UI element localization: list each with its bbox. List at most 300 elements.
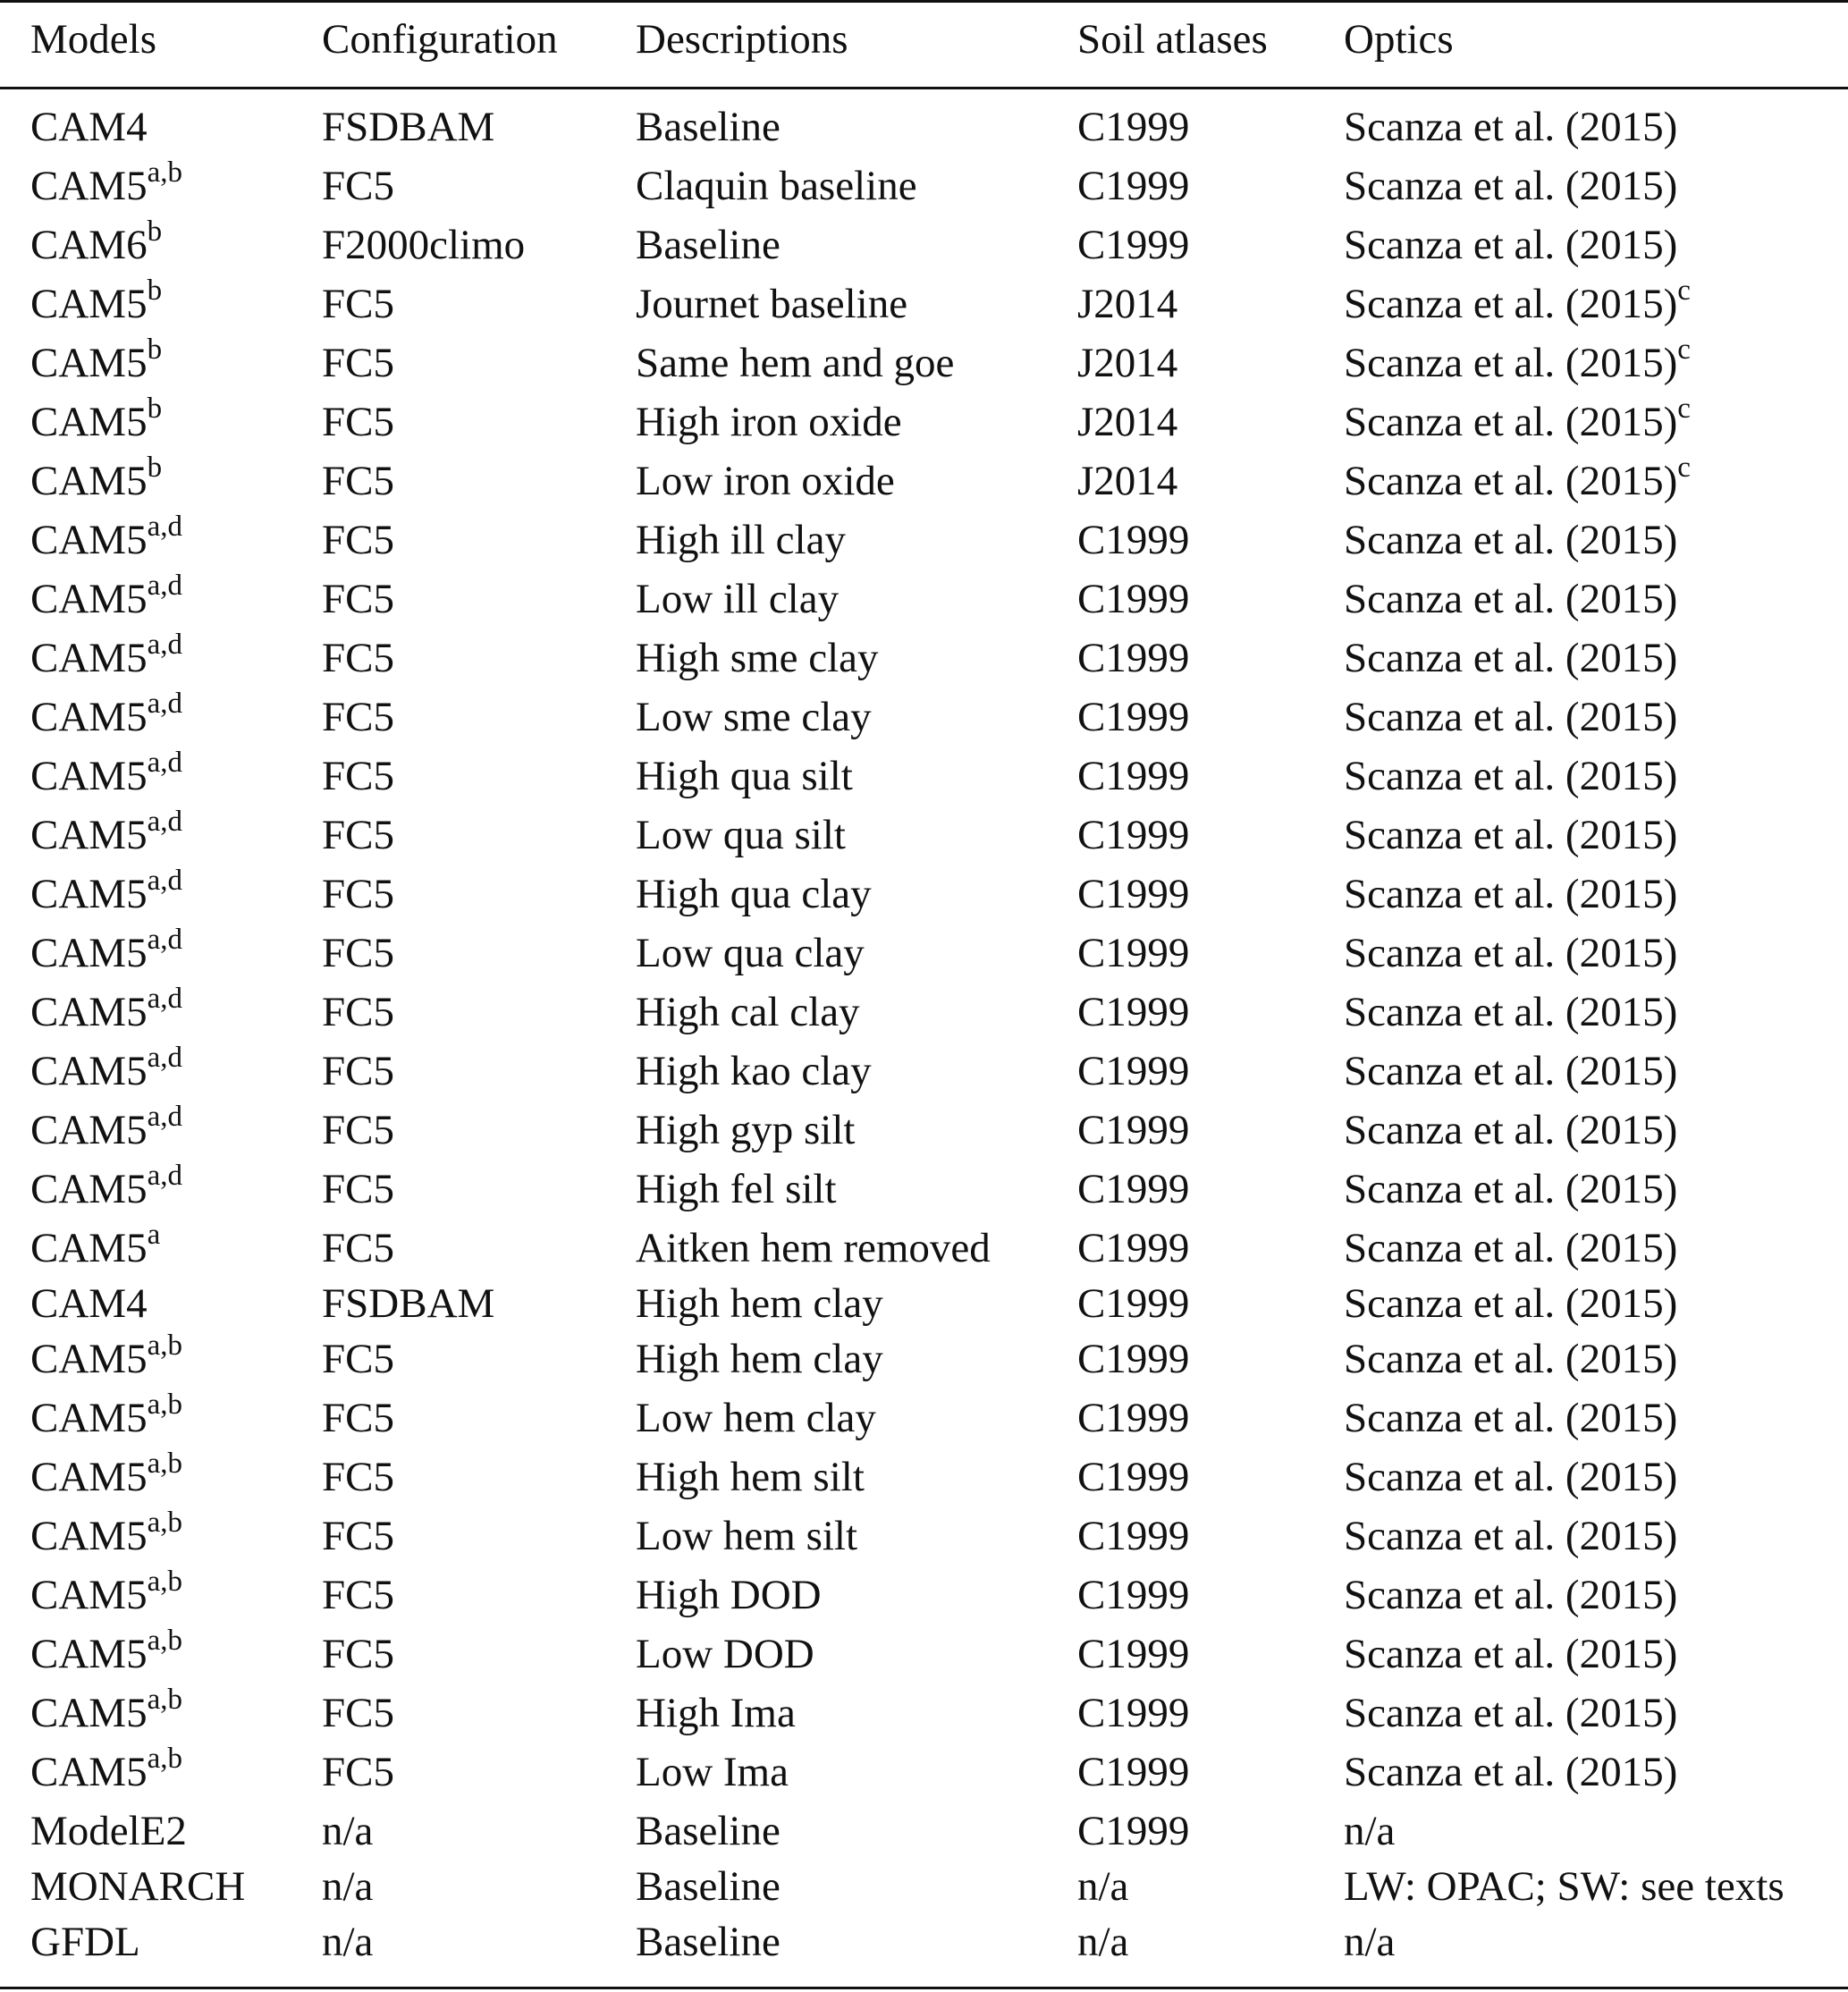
cell-soil-atlas (1077, 454, 1177, 508)
cell-soil-atlas (1077, 572, 1189, 626)
cell-model (30, 1162, 182, 1216)
cell-configuration-text: FC5 (322, 1048, 394, 1094)
cell-model-text: CAM5 (30, 458, 148, 504)
cell-model-superscript: a,d (147, 570, 182, 603)
cell-model (30, 867, 182, 921)
cell-model-superscript: a,b (147, 1743, 182, 1776)
cell-configuration (322, 1162, 394, 1216)
table-row (0, 1568, 1848, 1622)
cell-description (636, 159, 917, 213)
table-row (0, 100, 1848, 154)
cell-description-text: Aitken hem removed (636, 1225, 991, 1271)
cell-description-text: Low iron oxide (636, 458, 895, 504)
cell-soil-atlas (1077, 218, 1189, 272)
cell-soil-atlas (1077, 1332, 1189, 1386)
cell-configuration-text: FC5 (322, 753, 394, 799)
cell-configuration (322, 1627, 394, 1681)
cell-model (30, 513, 182, 567)
cell-soil-atlas (1077, 159, 1189, 213)
cell-soil-atlas (1077, 1044, 1189, 1098)
cell-optics-text: Scanza et al. (2015) (1344, 222, 1678, 268)
cell-configuration (322, 808, 394, 862)
cell-model (30, 333, 163, 390)
cell-optics-text: Scanza et al. (2015) (1344, 1225, 1678, 1271)
cell-configuration (322, 631, 394, 685)
cell-model-text: CAM5 (30, 517, 148, 563)
cell-configuration-text: FC5 (322, 1572, 394, 1618)
table-row (0, 1388, 1848, 1445)
cell-optics-superscript: c (1677, 392, 1691, 426)
cell-description-text: Low hem clay (636, 1395, 876, 1441)
cell-optics-text: Scanza et al. (2015) (1344, 1513, 1678, 1559)
cell-optics (1344, 392, 1691, 449)
cell-configuration (322, 1860, 373, 1913)
cell-model-text: CAM5 (30, 340, 148, 386)
cell-configuration-text: FC5 (322, 517, 394, 563)
cell-model-text: CAM5 (30, 1225, 148, 1271)
cell-configuration (322, 985, 394, 1039)
table-row (0, 926, 1848, 980)
cell-soil-atlas-text: C1999 (1077, 104, 1190, 150)
table-row (0, 1860, 1848, 1913)
cell-model (30, 572, 182, 626)
cell-optics-text: n/a (1344, 1808, 1396, 1854)
cell-model-text: CAM5 (30, 635, 148, 681)
table-row (0, 333, 1848, 390)
cell-optics-text: Scanza et al. (2015) (1344, 1631, 1678, 1677)
cell-configuration-text: FC5 (322, 576, 394, 622)
cell-model (30, 1745, 182, 1799)
cell-model (30, 1509, 182, 1563)
cell-soil-atlas-text: J2014 (1077, 399, 1178, 445)
cell-model-text: ModelE2 (30, 1808, 187, 1854)
cell-optics-text: Scanza et al. (2015) (1344, 517, 1678, 563)
cell-optics-text: Scanza et al. (2015) (1344, 163, 1678, 209)
cell-configuration (322, 1568, 394, 1622)
header-models: Models (30, 16, 156, 63)
cell-optics-text: Scanza et al. (2015) (1344, 812, 1678, 858)
cell-model (30, 215, 163, 272)
table-row (0, 392, 1848, 449)
cell-model-text: CAM5 (30, 989, 148, 1035)
cell-optics-superscript: c (1677, 333, 1691, 367)
cell-optics-text: Scanza et al. (2015) (1344, 1749, 1678, 1795)
cell-description (636, 1332, 883, 1386)
cell-soil-atlas (1077, 985, 1189, 1039)
cell-optics (1344, 1745, 1677, 1799)
cell-configuration (322, 749, 394, 803)
cell-optics (1344, 1450, 1677, 1504)
cell-configuration (322, 1804, 373, 1858)
cell-optics (1344, 1391, 1677, 1445)
table-row (0, 454, 1848, 508)
cell-configuration-text: FC5 (322, 1513, 394, 1559)
table-row (0, 1221, 1848, 1275)
cell-optics-text: Scanza et al. (2015) (1344, 1572, 1678, 1618)
cell-soil-atlas-text: C1999 (1077, 1749, 1190, 1795)
table-row (0, 1277, 1848, 1330)
cell-soil-atlas-text: C1999 (1077, 1572, 1190, 1618)
cell-soil-atlas (1077, 336, 1177, 390)
cell-model-superscript: a,d (147, 747, 182, 780)
cell-soil-atlas-text: C1999 (1077, 1336, 1190, 1382)
cell-model-superscript: a,d (147, 1101, 182, 1134)
table-row (0, 867, 1848, 921)
bottom-rule (0, 1987, 1848, 1989)
cell-description (636, 985, 860, 1039)
cell-soil-atlas (1077, 1804, 1189, 1858)
cell-configuration (322, 572, 394, 626)
cell-optics-text: LW: OPAC; SW: see texts (1344, 1863, 1785, 1910)
cell-model-superscript: a,d (147, 806, 182, 839)
cell-optics-text: Scanza et al. (2015) (1344, 1336, 1678, 1382)
cell-model-superscript: a,b (147, 1507, 182, 1540)
cell-description-text: High Ima (636, 1690, 796, 1736)
cell-configuration-text: FC5 (322, 812, 394, 858)
cell-configuration (322, 218, 525, 272)
cell-model-text: CAM5 (30, 1166, 148, 1212)
cell-soil-atlas (1077, 690, 1189, 744)
cell-description (636, 513, 846, 567)
cell-model (30, 808, 182, 862)
cell-soil-atlas (1077, 1509, 1189, 1563)
cell-description-text: Journet baseline (636, 281, 908, 327)
cell-model-text: CAM4 (30, 1280, 148, 1327)
table-row (0, 631, 1848, 685)
cell-configuration-text: FSDBAM (322, 104, 495, 150)
cell-configuration (322, 1509, 394, 1563)
cell-model-text: CAM5 (30, 1690, 148, 1736)
cell-model (30, 1221, 160, 1275)
cell-optics (1344, 218, 1677, 272)
cell-configuration-text: FC5 (322, 281, 394, 327)
cell-model-text: CAM5 (30, 1107, 148, 1153)
cell-description-text: Claquin baseline (636, 163, 917, 209)
cell-description (636, 454, 895, 508)
cell-description-text: High hem silt (636, 1454, 865, 1500)
cell-soil-atlas (1077, 631, 1189, 685)
cell-soil-atlas-text: C1999 (1077, 635, 1190, 681)
cell-optics (1344, 572, 1677, 626)
cell-description-text: Low sme clay (636, 694, 872, 740)
cell-optics (1344, 926, 1677, 980)
cell-model-text: CAM5 (30, 1749, 148, 1795)
table-row (0, 1450, 1848, 1504)
cell-soil-atlas-text: C1999 (1077, 222, 1190, 268)
cell-description-text: High cal clay (636, 989, 860, 1035)
cell-model-superscript: b (147, 215, 163, 249)
cell-soil-atlas (1077, 100, 1189, 154)
cell-optics (1344, 100, 1677, 154)
cell-soil-atlas (1077, 1450, 1189, 1504)
cell-soil-atlas-text: C1999 (1077, 812, 1190, 858)
cell-model-superscript: a,d (147, 688, 182, 721)
cell-soil-atlas (1077, 867, 1189, 921)
cell-model-superscript: a (147, 1219, 161, 1252)
cell-description (636, 572, 839, 626)
cell-soil-atlas (1077, 1277, 1189, 1330)
cell-model (30, 1450, 182, 1504)
cell-model-superscript: b (147, 452, 163, 485)
cell-configuration (322, 1103, 394, 1157)
cell-soil-atlas (1077, 1162, 1189, 1216)
cell-description-text: High ill clay (636, 517, 846, 563)
cell-soil-atlas-text: C1999 (1077, 753, 1190, 799)
cell-configuration-text: FC5 (322, 694, 394, 740)
cell-model-text: CAM5 (30, 281, 148, 327)
cell-optics (1344, 274, 1691, 331)
cell-optics (1344, 333, 1691, 390)
header-descriptions: Descriptions (636, 16, 848, 63)
cell-optics-text: Scanza et al. (2015) (1344, 989, 1678, 1035)
cell-optics (1344, 808, 1677, 862)
cell-soil-atlas (1077, 1745, 1189, 1799)
cell-model-text: CAM5 (30, 1048, 148, 1094)
table-row (0, 749, 1848, 803)
cell-optics (1344, 1860, 1785, 1913)
cell-soil-atlas (1077, 1860, 1128, 1913)
cell-description (636, 926, 865, 980)
cell-optics-text: Scanza et al. (2015) (1344, 871, 1678, 917)
cell-model-text: CAM5 (30, 930, 148, 976)
cell-description (636, 690, 872, 744)
header-configuration: Configuration (322, 16, 558, 63)
cell-optics-text: n/a (1344, 1919, 1396, 1965)
cell-configuration-text: FC5 (322, 1749, 394, 1795)
table-row (0, 1915, 1848, 1969)
cell-optics-text: Scanza et al. (2015) (1344, 1166, 1678, 1212)
cell-description (636, 1221, 991, 1275)
cell-soil-atlas-text: C1999 (1077, 1808, 1190, 1854)
cell-optics (1344, 513, 1677, 567)
cell-configuration (322, 277, 394, 331)
cell-model (30, 1915, 140, 1969)
cell-soil-atlas (1077, 808, 1189, 862)
cell-soil-atlas-text: J2014 (1077, 458, 1178, 504)
cell-soil-atlas (1077, 1221, 1189, 1275)
cell-optics (1344, 631, 1677, 685)
cell-optics (1344, 1509, 1677, 1563)
cell-soil-atlas-text: C1999 (1077, 1048, 1190, 1094)
cell-optics-text: Scanza et al. (2015) (1344, 281, 1678, 327)
cell-optics-text: Scanza et al. (2015) (1344, 399, 1678, 445)
cell-optics (1344, 1627, 1677, 1681)
cell-description (636, 1686, 796, 1740)
cell-description (636, 1509, 857, 1563)
cell-description (636, 1804, 781, 1858)
cell-model-text: CAM4 (30, 104, 148, 150)
cell-description-text: Baseline (636, 1808, 781, 1854)
cell-configuration-text: FC5 (322, 989, 394, 1035)
cell-model-superscript: a,b (147, 1448, 182, 1481)
cell-soil-atlas (1077, 1915, 1128, 1969)
cell-model (30, 100, 148, 154)
cell-model (30, 1329, 182, 1386)
cell-soil-atlas-text: C1999 (1077, 163, 1190, 209)
cell-optics-text: Scanza et al. (2015) (1344, 1690, 1678, 1736)
cell-description-text: Baseline (636, 104, 781, 150)
table-row (0, 690, 1848, 744)
cell-model (30, 156, 182, 213)
cell-configuration (322, 1277, 494, 1330)
cell-description (636, 1627, 814, 1681)
cell-description-text: High qua silt (636, 753, 853, 799)
cell-description-text: Baseline (636, 1863, 781, 1910)
cell-optics (1344, 454, 1691, 508)
cell-optics-text: Scanza et al. (2015) (1344, 1454, 1678, 1500)
cell-model-superscript: a,b (147, 156, 182, 190)
cell-model-text: CAM5 (30, 163, 148, 209)
cell-model (30, 749, 182, 803)
table-row (0, 513, 1848, 567)
cell-description (636, 1103, 855, 1157)
table-row (0, 156, 1848, 213)
cell-configuration-text: FC5 (322, 1336, 394, 1382)
cell-soil-atlas-text: C1999 (1077, 1631, 1190, 1677)
cell-soil-atlas-text: n/a (1077, 1919, 1129, 1965)
cell-soil-atlas (1077, 1686, 1189, 1740)
cell-model-text: CAM5 (30, 871, 148, 917)
cell-model-text: CAM6 (30, 222, 148, 268)
cell-soil-atlas (1077, 1568, 1189, 1622)
table-row (0, 985, 1848, 1039)
cell-model-superscript: a,d (147, 511, 182, 544)
cell-model-superscript: a,d (147, 865, 182, 898)
cell-optics (1344, 1277, 1677, 1330)
cell-model-superscript: a,b (147, 1329, 182, 1363)
cell-soil-atlas (1077, 926, 1189, 980)
cell-configuration-text: FC5 (322, 399, 394, 445)
cell-model-text: CAM5 (30, 399, 148, 445)
cell-description-text: High hem clay (636, 1280, 883, 1327)
cell-configuration-text: FC5 (322, 871, 394, 917)
cell-configuration-text: FC5 (322, 635, 394, 681)
table-row (0, 1103, 1848, 1157)
cell-soil-atlas-text: C1999 (1077, 1513, 1190, 1559)
cell-description (636, 1044, 872, 1098)
cell-soil-atlas-text: n/a (1077, 1863, 1129, 1910)
cell-optics-text: Scanza et al. (2015) (1344, 635, 1678, 681)
cell-description (636, 1568, 822, 1622)
cell-model (30, 1388, 182, 1445)
table-row (0, 572, 1848, 626)
cell-model (30, 631, 182, 685)
cell-optics (1344, 749, 1677, 803)
cell-optics (1344, 1804, 1395, 1858)
table-row (0, 1745, 1848, 1799)
cell-description (636, 336, 954, 390)
table-header-row (0, 13, 1848, 66)
cell-model (30, 1103, 182, 1157)
cell-optics-superscript: c (1677, 452, 1691, 485)
cell-configuration (322, 1221, 394, 1275)
top-rule (0, 0, 1848, 3)
cell-description (636, 277, 907, 331)
cell-optics-text: Scanza et al. (2015) (1344, 1395, 1678, 1441)
cell-description-text: High iron oxide (636, 399, 902, 445)
cell-description-text: Low ill clay (636, 576, 840, 622)
cell-model-superscript: a,b (147, 1684, 182, 1717)
cell-model-superscript: a,d (147, 629, 182, 662)
cell-model (30, 1277, 148, 1330)
table-row (0, 274, 1848, 331)
cell-soil-atlas (1077, 513, 1189, 567)
table-row (0, 808, 1848, 862)
table-row (0, 1627, 1848, 1681)
cell-optics (1344, 985, 1677, 1039)
cell-configuration-text: n/a (322, 1863, 374, 1910)
cell-configuration-text: FC5 (322, 1454, 394, 1500)
cell-description-text: High kao clay (636, 1048, 872, 1094)
cell-model-text: CAM5 (30, 1572, 148, 1618)
cell-configuration-text: FC5 (322, 1225, 394, 1271)
cell-model-superscript: a,d (147, 924, 182, 957)
cell-configuration-text: n/a (322, 1808, 374, 1854)
table-row (0, 1509, 1848, 1563)
header-optics: Optics (1344, 16, 1454, 63)
cell-configuration (322, 336, 394, 390)
cell-configuration-text: FC5 (322, 1690, 394, 1736)
cell-description (636, 218, 781, 272)
cell-description-text: Baseline (636, 222, 781, 268)
cell-description (636, 1745, 789, 1799)
cell-soil-atlas-text: C1999 (1077, 1454, 1190, 1500)
cell-soil-atlas-text: C1999 (1077, 1690, 1190, 1736)
cell-soil-atlas-text: C1999 (1077, 1107, 1190, 1153)
cell-description (636, 1450, 865, 1504)
cell-description (636, 867, 872, 921)
cell-configuration (322, 1391, 394, 1445)
cell-configuration (322, 1450, 394, 1504)
table-row (0, 1804, 1848, 1858)
cell-description-text: Low hem silt (636, 1513, 858, 1559)
table-row (0, 1162, 1848, 1216)
cell-model-text: CAM5 (30, 1336, 148, 1382)
header-rule (0, 87, 1848, 89)
cell-model-superscript: a,d (147, 1042, 182, 1075)
cell-description (636, 395, 902, 449)
cell-optics-text: Scanza et al. (2015) (1344, 1280, 1678, 1327)
cell-soil-atlas-text: C1999 (1077, 871, 1190, 917)
cell-soil-atlas (1077, 395, 1177, 449)
cell-optics (1344, 1044, 1677, 1098)
cell-description (636, 1277, 883, 1330)
cell-configuration (322, 1915, 373, 1969)
cell-model-text: CAM5 (30, 1513, 148, 1559)
cell-configuration-text: FSDBAM (322, 1280, 495, 1327)
cell-configuration-text: FC5 (322, 458, 394, 504)
cell-description (636, 631, 879, 685)
cell-configuration-text: F2000climo (322, 222, 526, 268)
cell-configuration (322, 159, 394, 213)
cell-model-superscript: a,d (147, 1160, 182, 1193)
cell-optics-text: Scanza et al. (2015) (1344, 458, 1678, 504)
cell-model-superscript: a,d (147, 983, 182, 1016)
cell-configuration-text: FC5 (322, 1631, 394, 1677)
cell-soil-atlas-text: C1999 (1077, 1280, 1190, 1327)
cell-model (30, 1568, 182, 1622)
cell-model (30, 392, 163, 449)
cell-description-text: Low DOD (636, 1631, 814, 1677)
cell-configuration (322, 926, 394, 980)
cell-configuration (322, 395, 394, 449)
cell-optics-text: Scanza et al. (2015) (1344, 1048, 1678, 1094)
cell-configuration-text: FC5 (322, 930, 394, 976)
table-row (0, 1329, 1848, 1386)
cell-model-text: GFDL (30, 1919, 140, 1965)
cell-description-text: High gyp silt (636, 1107, 856, 1153)
cell-description (636, 100, 781, 154)
